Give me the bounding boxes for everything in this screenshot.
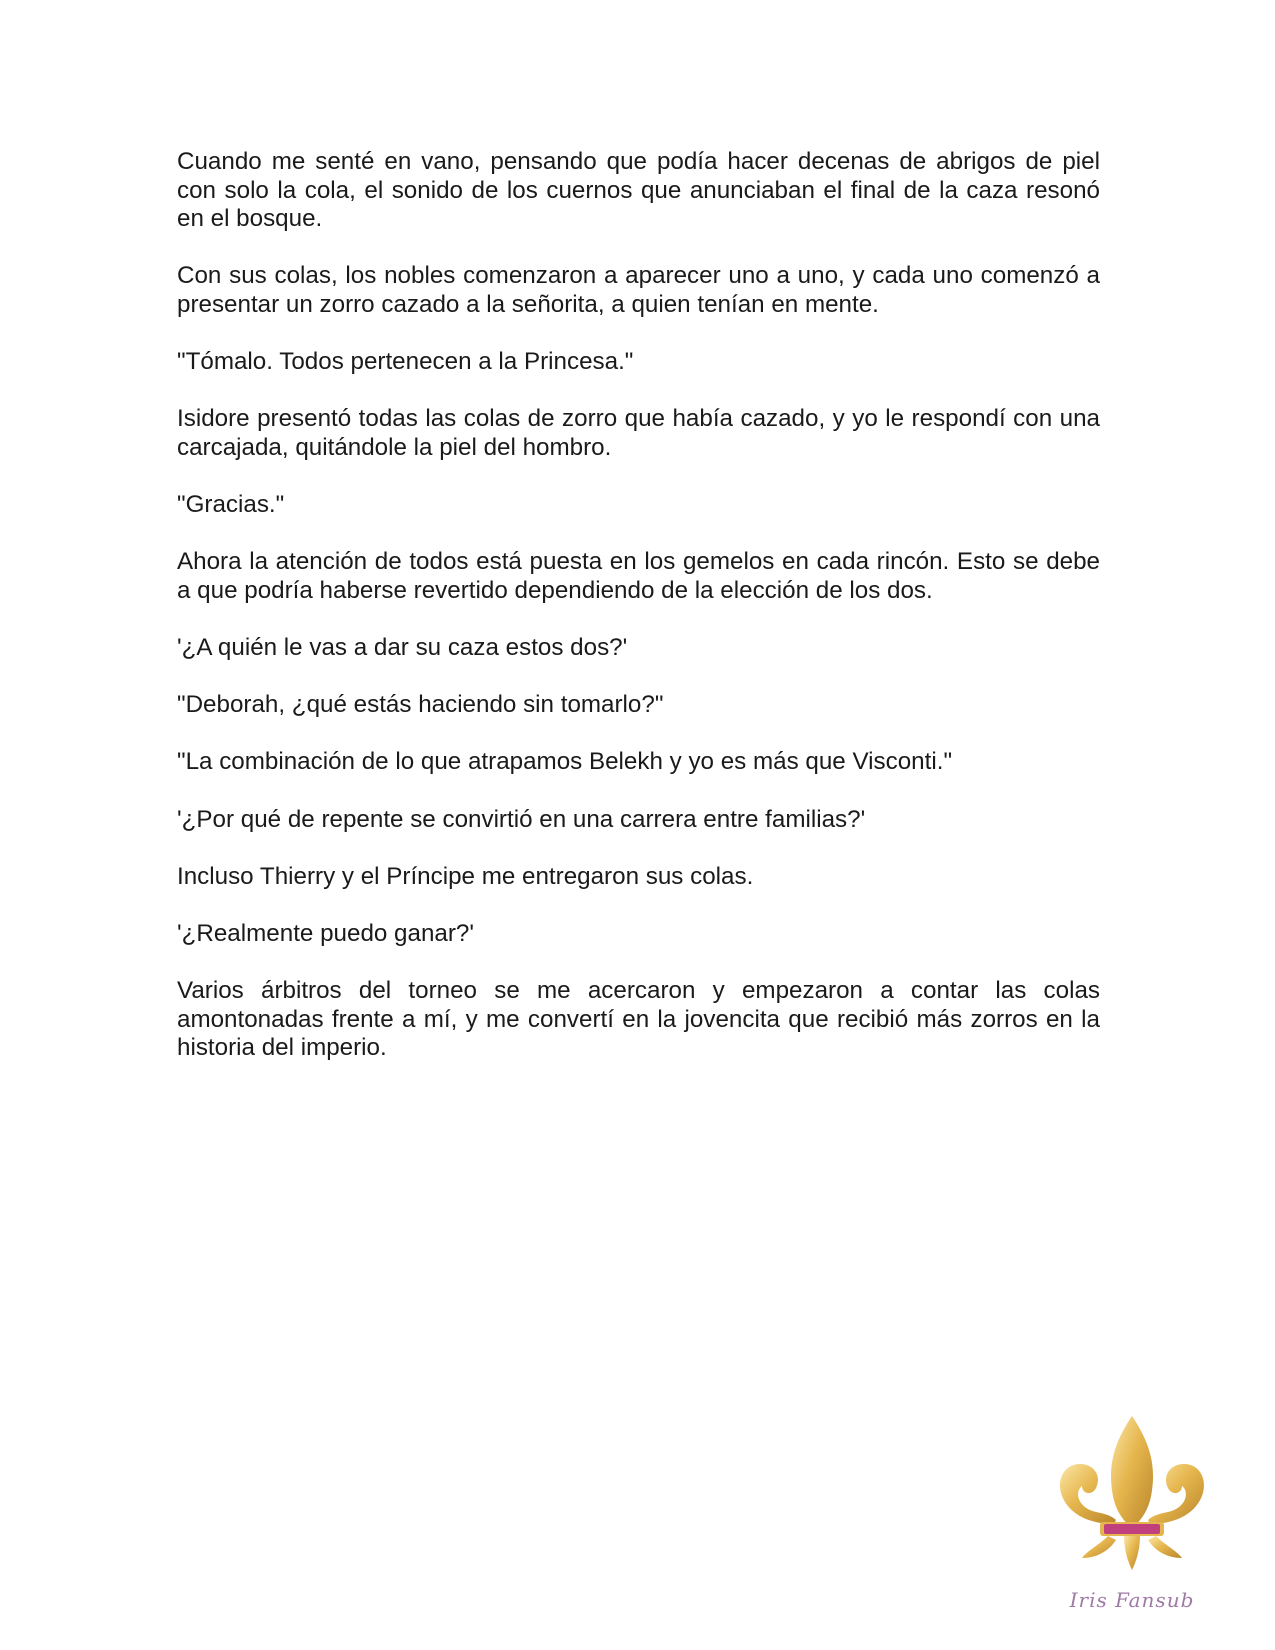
- paragraph: Isidore presentó todas las colas de zorro que había cazado, y yo le respondí con una carcajada, quitándole la piel del hombro.: [177, 405, 1100, 461]
- paragraph: Varios árbitros del torneo se me acercaron y empezaron a contar las colas amontonadas frente a mí, y me convertí en la jovencita que recibió más zorros en la historia del imperio.: [177, 977, 1100, 1062]
- paragraph: "Tómalo. Todos pertenecen a la Princesa.": [177, 348, 634, 376]
- paragraph: "Gracias.": [177, 491, 285, 519]
- paragraph: '¿Realmente puedo ganar?': [177, 920, 474, 948]
- paragraph: Ahora la atención de todos está puesta en los gemelos en cada rincón. Esto se debe a que podría haberse revertido dependiendo de la elección de los dos.: [177, 548, 1100, 604]
- fleur-de-lis-icon: [1052, 1412, 1212, 1582]
- paragraph: "Deborah, ¿qué estás haciendo sin tomarlo?": [177, 691, 664, 719]
- paragraph: '¿Por qué de repente se convirtió en una carrera entre familias?': [177, 805, 866, 833]
- paragraph: '¿A quién le vas a dar su caza estos dos?': [177, 634, 628, 662]
- paragraph: Con sus colas, los nobles comenzaron a aparecer uno a uno, y cada uno comenzó a presentar un zorro cazado a la señorita, a quien tenían en mente.: [177, 262, 1100, 318]
- document-body: [177, 148, 1100, 1092]
- fansub-logo: [1052, 1412, 1212, 1612]
- paragraph: Cuando me senté en vano, pensando que podía hacer decenas de abrigos de piel con solo la cola, el sonido de los cuernos que anunciaban el final de la caza resonó en el bosque.: [177, 148, 1100, 233]
- paragraph: "La combinación de lo que atrapamos Belekh y yo es más que Visconti.": [177, 748, 953, 776]
- paragraph: Incluso Thierry y el Príncipe me entregaron sus colas.: [177, 862, 754, 890]
- fansub-logo-text: Iris Fansub: [1069, 1588, 1195, 1612]
